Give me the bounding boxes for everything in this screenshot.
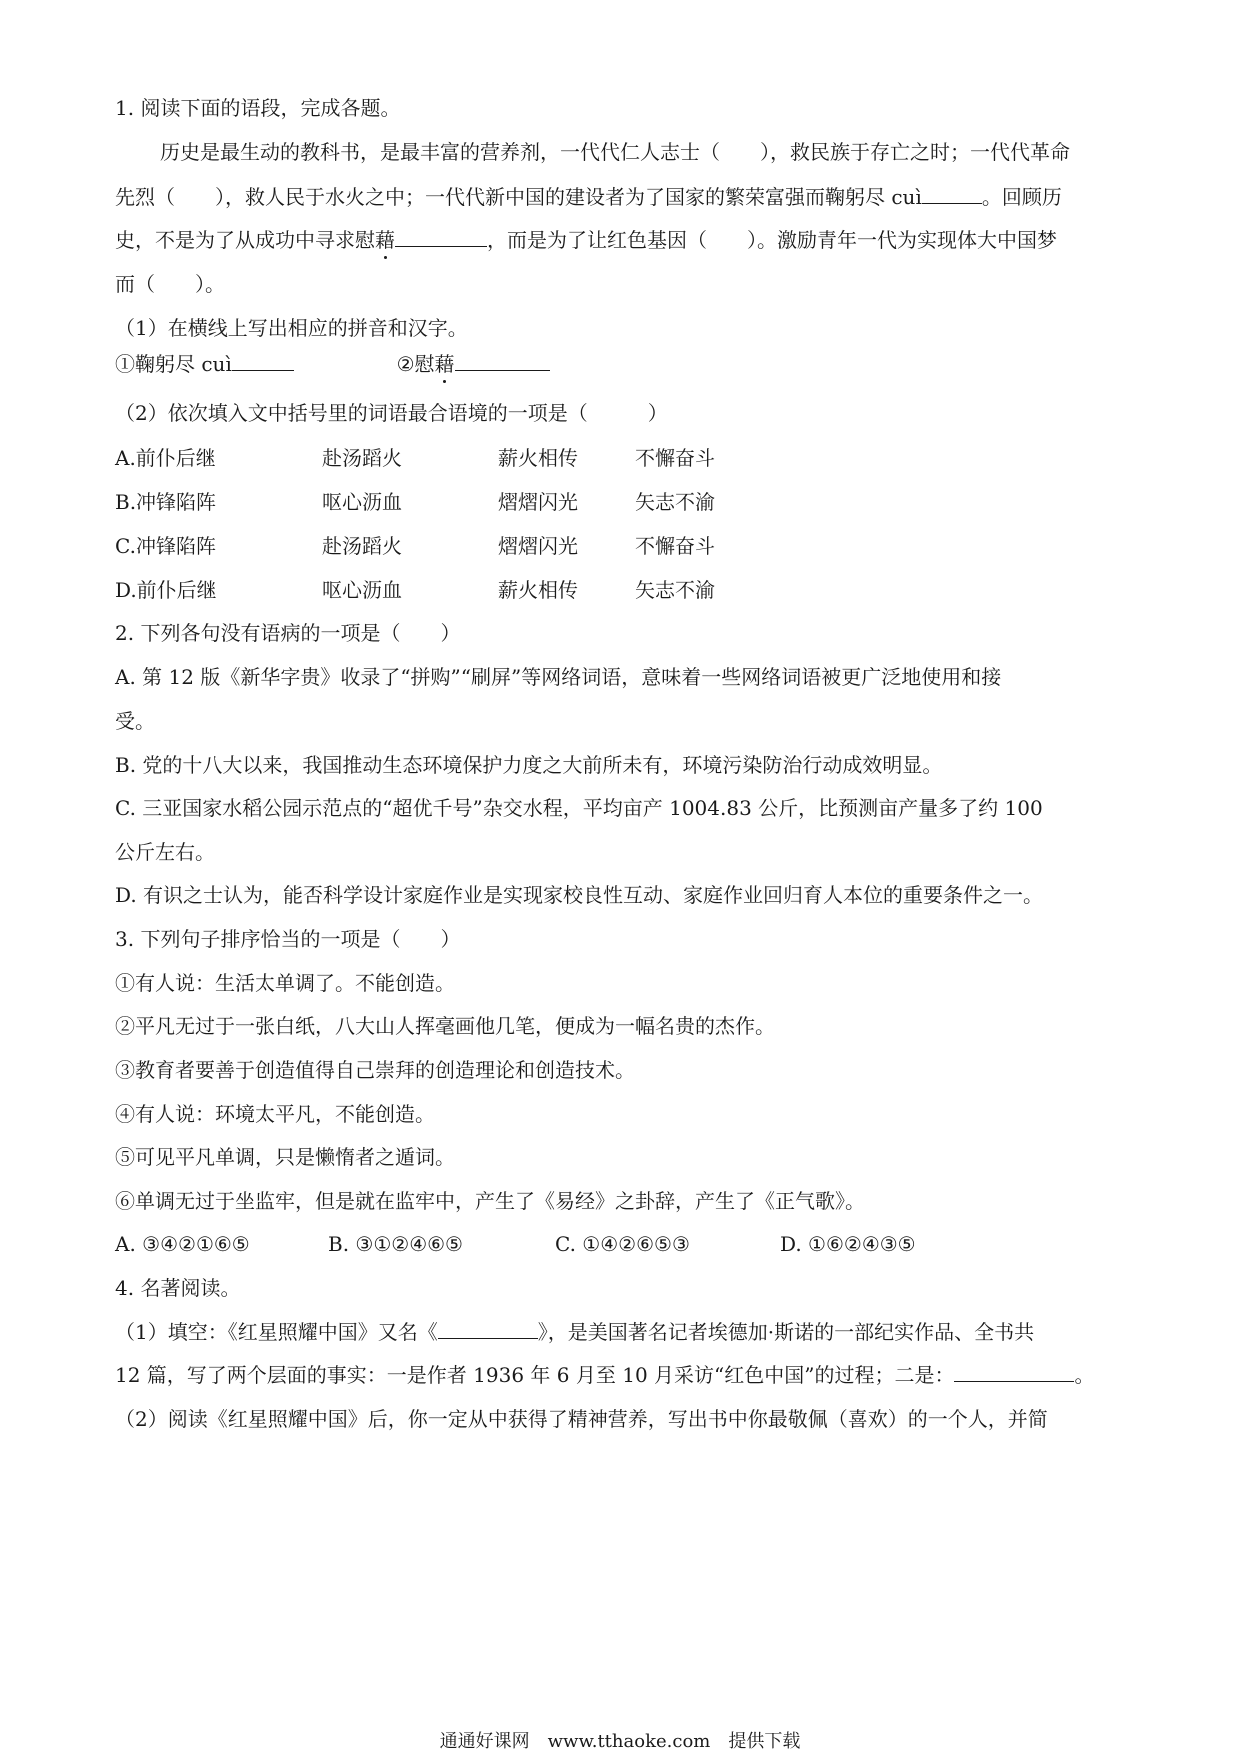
answer-blank[interactable] — [438, 1320, 538, 1339]
q3-choice-a: A. ③④②①⑥⑤ — [115, 1232, 250, 1256]
q3-sentence: ①有人说：生活太单调了。不能创造。 — [115, 971, 455, 995]
option-word: C.冲锋陷阵 — [115, 534, 216, 558]
q3-sentence: ②平凡无过于一张白纸，八大山人挥毫画他几笔，便成为一幅名贵的杰作。 — [115, 1014, 775, 1038]
option-word: 熠熠闪光 — [498, 534, 578, 558]
q1-paragraph-text: 先烈（ ），救人民于水火之中；一代代新中国的建设者为了国家的繁荣富强而鞠躬尽 cuì — [115, 185, 922, 209]
option-word: 不懈奋斗 — [635, 534, 715, 558]
option-word: 熠熠闪光 — [498, 490, 578, 514]
q4-sub2: （2）阅读《红星照耀中国》后，你一定从中获得了精神营养，写出书中你最敬佩（喜欢）的一个人，并简 — [115, 1407, 1048, 1431]
footer-source: 通通好课网 www.tthaoke.com 提供下载 — [439, 1731, 801, 1752]
option-word: 薪火相传 — [498, 446, 578, 470]
q1-paragraph-text: 。回顾历 — [981, 185, 1062, 209]
blank-line — [922, 185, 982, 204]
q4-sub1 — [115, 1320, 1034, 1344]
q1-paragraph-line — [115, 228, 1057, 252]
q1-paragraph-line — [115, 185, 1062, 209]
q2-option-a-cont: 受。 — [115, 709, 155, 733]
option-word: 赴汤蹈火 — [322, 446, 402, 470]
q1-sub1-item1: ①鞠躬尽 cuì — [115, 352, 232, 376]
q3-choice-c: C. ①④②⑥⑤③ — [555, 1232, 690, 1256]
q2-option-b: B. 党的十八大以来，我国推动生态环境保护力度之大前所未有，环境污染防治行动成效明显。 — [115, 753, 943, 777]
q3-sentence: ③教育者要善于创造值得自己崇拜的创造理论和创造技术。 — [115, 1058, 635, 1082]
q1-paragraph-line: 而（ ）。 — [115, 272, 225, 296]
q1-paragraph-text: ，而是为了让红色基因（ ）。激励青年一代为实现体大中国梦 — [487, 228, 1057, 252]
q3-sentence: ④有人说：环境太平凡，不能创造。 — [115, 1102, 435, 1126]
q1-sub2-prompt: （2）依次填入文中括号里的词语最合语境的一项是（ ） — [115, 401, 668, 425]
q1-paragraph-line: 历史是最生动的教科书，是最丰富的营养剂，一代代仁人志士（ ），救民族于存亡之时；一代代革命 — [160, 140, 1070, 164]
q4-sub1-text: 。 — [1074, 1363, 1095, 1387]
q2-option-c: C. 三亚国家水稻公园示范点的“超优千号”杂交水程，平均亩产 1004.83 公斤，比预测亩产量多了约 100 — [115, 796, 1043, 820]
q3-sentence: ⑥单调无过于坐监牢，但是就在监牢中，产生了《易经》之卦辞，产生了《正气歌》。 — [115, 1189, 865, 1213]
q1-sub1-items — [115, 352, 550, 376]
q3-choice-d: D. ①⑥②④③⑤ — [780, 1232, 916, 1256]
option-word: 矢志不渝 — [635, 578, 715, 602]
option-word: 赴汤蹈火 — [322, 534, 402, 558]
q4-sub1-cont — [115, 1363, 1094, 1387]
option-word: 呕心沥血 — [322, 578, 402, 602]
q4-sub1-text: （1）填空：《红星照耀中国》又名《 — [115, 1320, 438, 1344]
q1-title: 1. 阅读下面的语段，完成各题。 — [115, 96, 401, 120]
option-word: D.前仆后继 — [115, 578, 217, 602]
option-word: 矢志不渝 — [635, 490, 715, 514]
option-word: A.前仆后继 — [115, 446, 216, 470]
q2-option-a: A. 第 12 版《新华字贵》收录了“拼购”“刷屏”等网络词语，意味着一些网络词语被更广泛地使用和接 — [115, 665, 1002, 689]
q3-title: 3. 下列句子排序恰当的一项是（ ） — [115, 927, 461, 951]
q3-choice-b: B. ③①②④⑥⑤ — [328, 1232, 463, 1256]
answer-blank[interactable] — [455, 352, 550, 371]
q1-sub1-prompt: （1）在横线上写出相应的拼音和汉字。 — [115, 316, 468, 340]
q4-sub1-text: 12 篇，写了两个层面的事实：一是作者 1936 年 6 月至 10 月采访“红色中国”的过程；二是： — [115, 1363, 955, 1387]
answer-blank[interactable] — [232, 352, 294, 371]
option-word: 不懈奋斗 — [635, 446, 715, 470]
option-word: 呕心沥血 — [322, 490, 402, 514]
q1-sub1-item2: ②慰 — [396, 352, 435, 376]
q4-sub1-text: 》，是美国著名记者埃德加·斯诺的一部纪实作品、全书共 — [537, 1320, 1035, 1344]
q1-paragraph-text: 史，不是为了从成功中寻求慰 — [115, 228, 375, 252]
q2-title: 2. 下列各句没有语病的一项是（ ） — [115, 621, 461, 645]
emphasis-char: 藉 — [434, 352, 455, 376]
q3-sentence: ⑤可见平凡单调，只是懒惰者之遁词。 — [115, 1145, 455, 1169]
q2-option-d: D. 有识之士认为，能否科学设计家庭作业是实现家校良性互动、家庭作业回归育人本位的重要条件之一。 — [115, 883, 1044, 907]
q2-option-c-cont: 公斤左右。 — [115, 840, 215, 864]
answer-blank[interactable] — [954, 1363, 1074, 1382]
q4-title: 4. 名著阅读。 — [115, 1276, 241, 1300]
emphasis-char: 藉 — [375, 228, 395, 252]
blank-line — [395, 228, 487, 247]
option-word: 薪火相传 — [498, 578, 578, 602]
option-word: B.冲锋陷阵 — [115, 490, 217, 514]
